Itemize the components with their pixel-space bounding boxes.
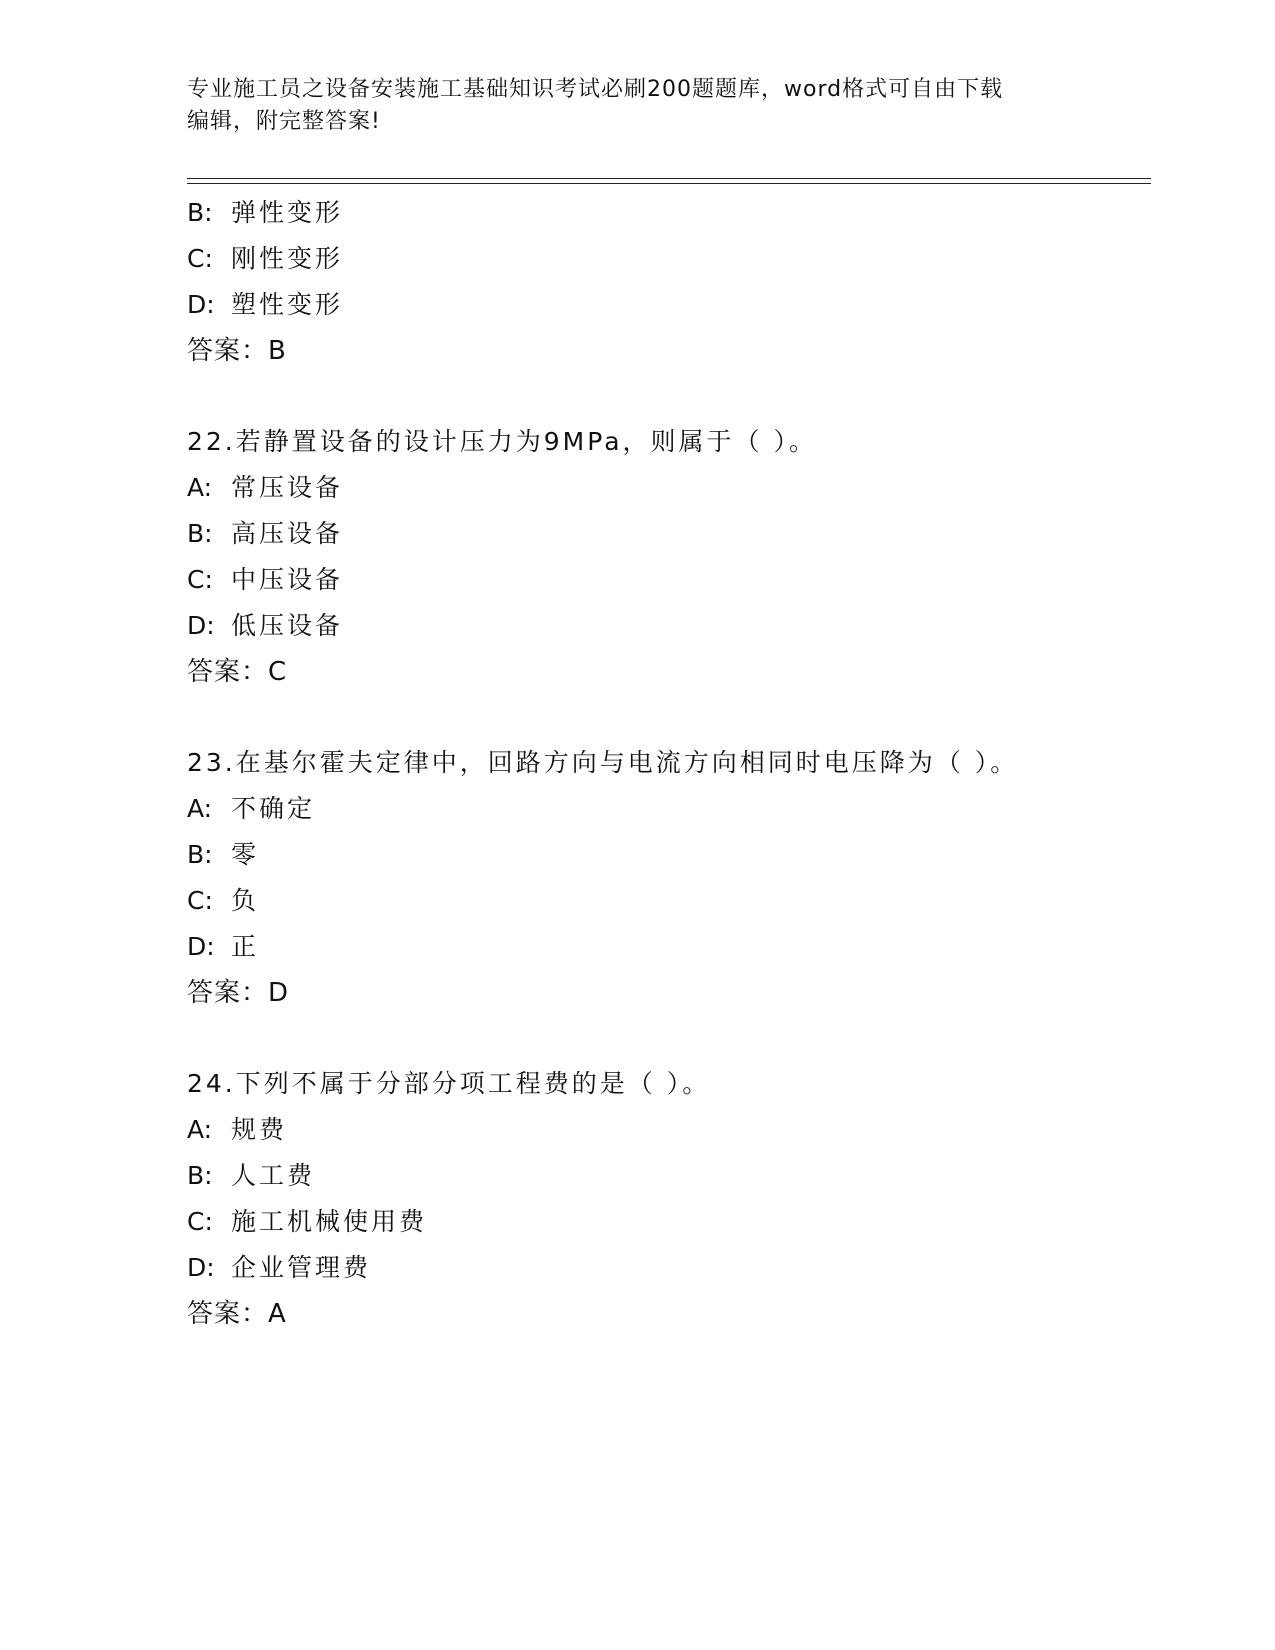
question-24 (187, 1061, 1151, 1337)
question-stem: 22.若静置设备的设计压力为9MPa，则属于（ ）。 (187, 427, 817, 456)
option-text: 高压设备 (231, 519, 344, 548)
option-text: 弹性变形 (231, 198, 344, 227)
header-title-line-1: 专业施工员之设备安装施工基础知识考试必刷200题题库，word格式可自由下载 (187, 77, 1004, 102)
option-text: 塑性变形 (231, 290, 344, 319)
option-c (187, 236, 1151, 282)
option-key: D: (187, 932, 215, 961)
option-d (187, 603, 1151, 649)
option-text: 施工机械使用费 (231, 1207, 428, 1236)
option-d (187, 282, 1151, 328)
option-a (187, 786, 1151, 832)
option-key: B: (187, 1161, 213, 1190)
option-key: A: (187, 794, 213, 823)
option-key: C: (187, 244, 213, 273)
option-text: 不确定 (231, 794, 316, 823)
option-c (187, 557, 1151, 603)
question-list (187, 190, 1151, 1337)
question-23 (187, 740, 1151, 1016)
answer-line: 答案：C (187, 657, 288, 687)
header-divider-top (187, 178, 1151, 179)
option-b (187, 511, 1151, 557)
option-text: 负 (231, 886, 260, 915)
header-divider-bottom (187, 183, 1151, 184)
option-b (187, 190, 1151, 236)
option-b (187, 832, 1151, 878)
option-c (187, 1199, 1151, 1245)
option-text: 刚性变形 (231, 244, 344, 273)
document-header (187, 74, 1087, 138)
option-a (187, 465, 1151, 511)
option-text: 中压设备 (231, 565, 344, 594)
option-key: B: (187, 840, 213, 869)
option-key: A: (187, 473, 213, 502)
option-d (187, 1245, 1151, 1291)
option-text: 正 (231, 932, 260, 961)
option-b (187, 1153, 1151, 1199)
answer-line: 答案：D (187, 978, 290, 1008)
option-key: D: (187, 611, 215, 640)
option-d (187, 924, 1151, 970)
question-21-continued (187, 190, 1151, 374)
option-text: 常压设备 (231, 473, 344, 502)
option-c (187, 878, 1151, 924)
option-key: A: (187, 1115, 213, 1144)
answer-line: 答案：A (187, 1299, 287, 1329)
question-stem: 23.在基尔霍夫定律中，回路方向与电流方向相同时电压降为（ ）。 (187, 748, 1019, 777)
option-key: D: (187, 1253, 215, 1282)
option-text: 人工费 (231, 1161, 316, 1190)
option-text: 零 (231, 840, 260, 869)
option-key: C: (187, 886, 213, 915)
option-text: 低压设备 (231, 611, 344, 640)
option-text: 规费 (231, 1115, 288, 1144)
option-key: B: (187, 198, 213, 227)
option-key: D: (187, 290, 215, 319)
question-22 (187, 419, 1151, 695)
header-title-line-2: 编辑，附完整答案! (187, 109, 381, 134)
option-a (187, 1107, 1151, 1153)
answer-line: 答案：B (187, 336, 287, 366)
option-key: B: (187, 519, 213, 548)
question-stem: 24.下列不属于分部分项工程费的是（ ）。 (187, 1069, 711, 1098)
option-key: C: (187, 1207, 213, 1236)
option-key: C: (187, 565, 213, 594)
option-text: 企业管理费 (231, 1253, 372, 1282)
